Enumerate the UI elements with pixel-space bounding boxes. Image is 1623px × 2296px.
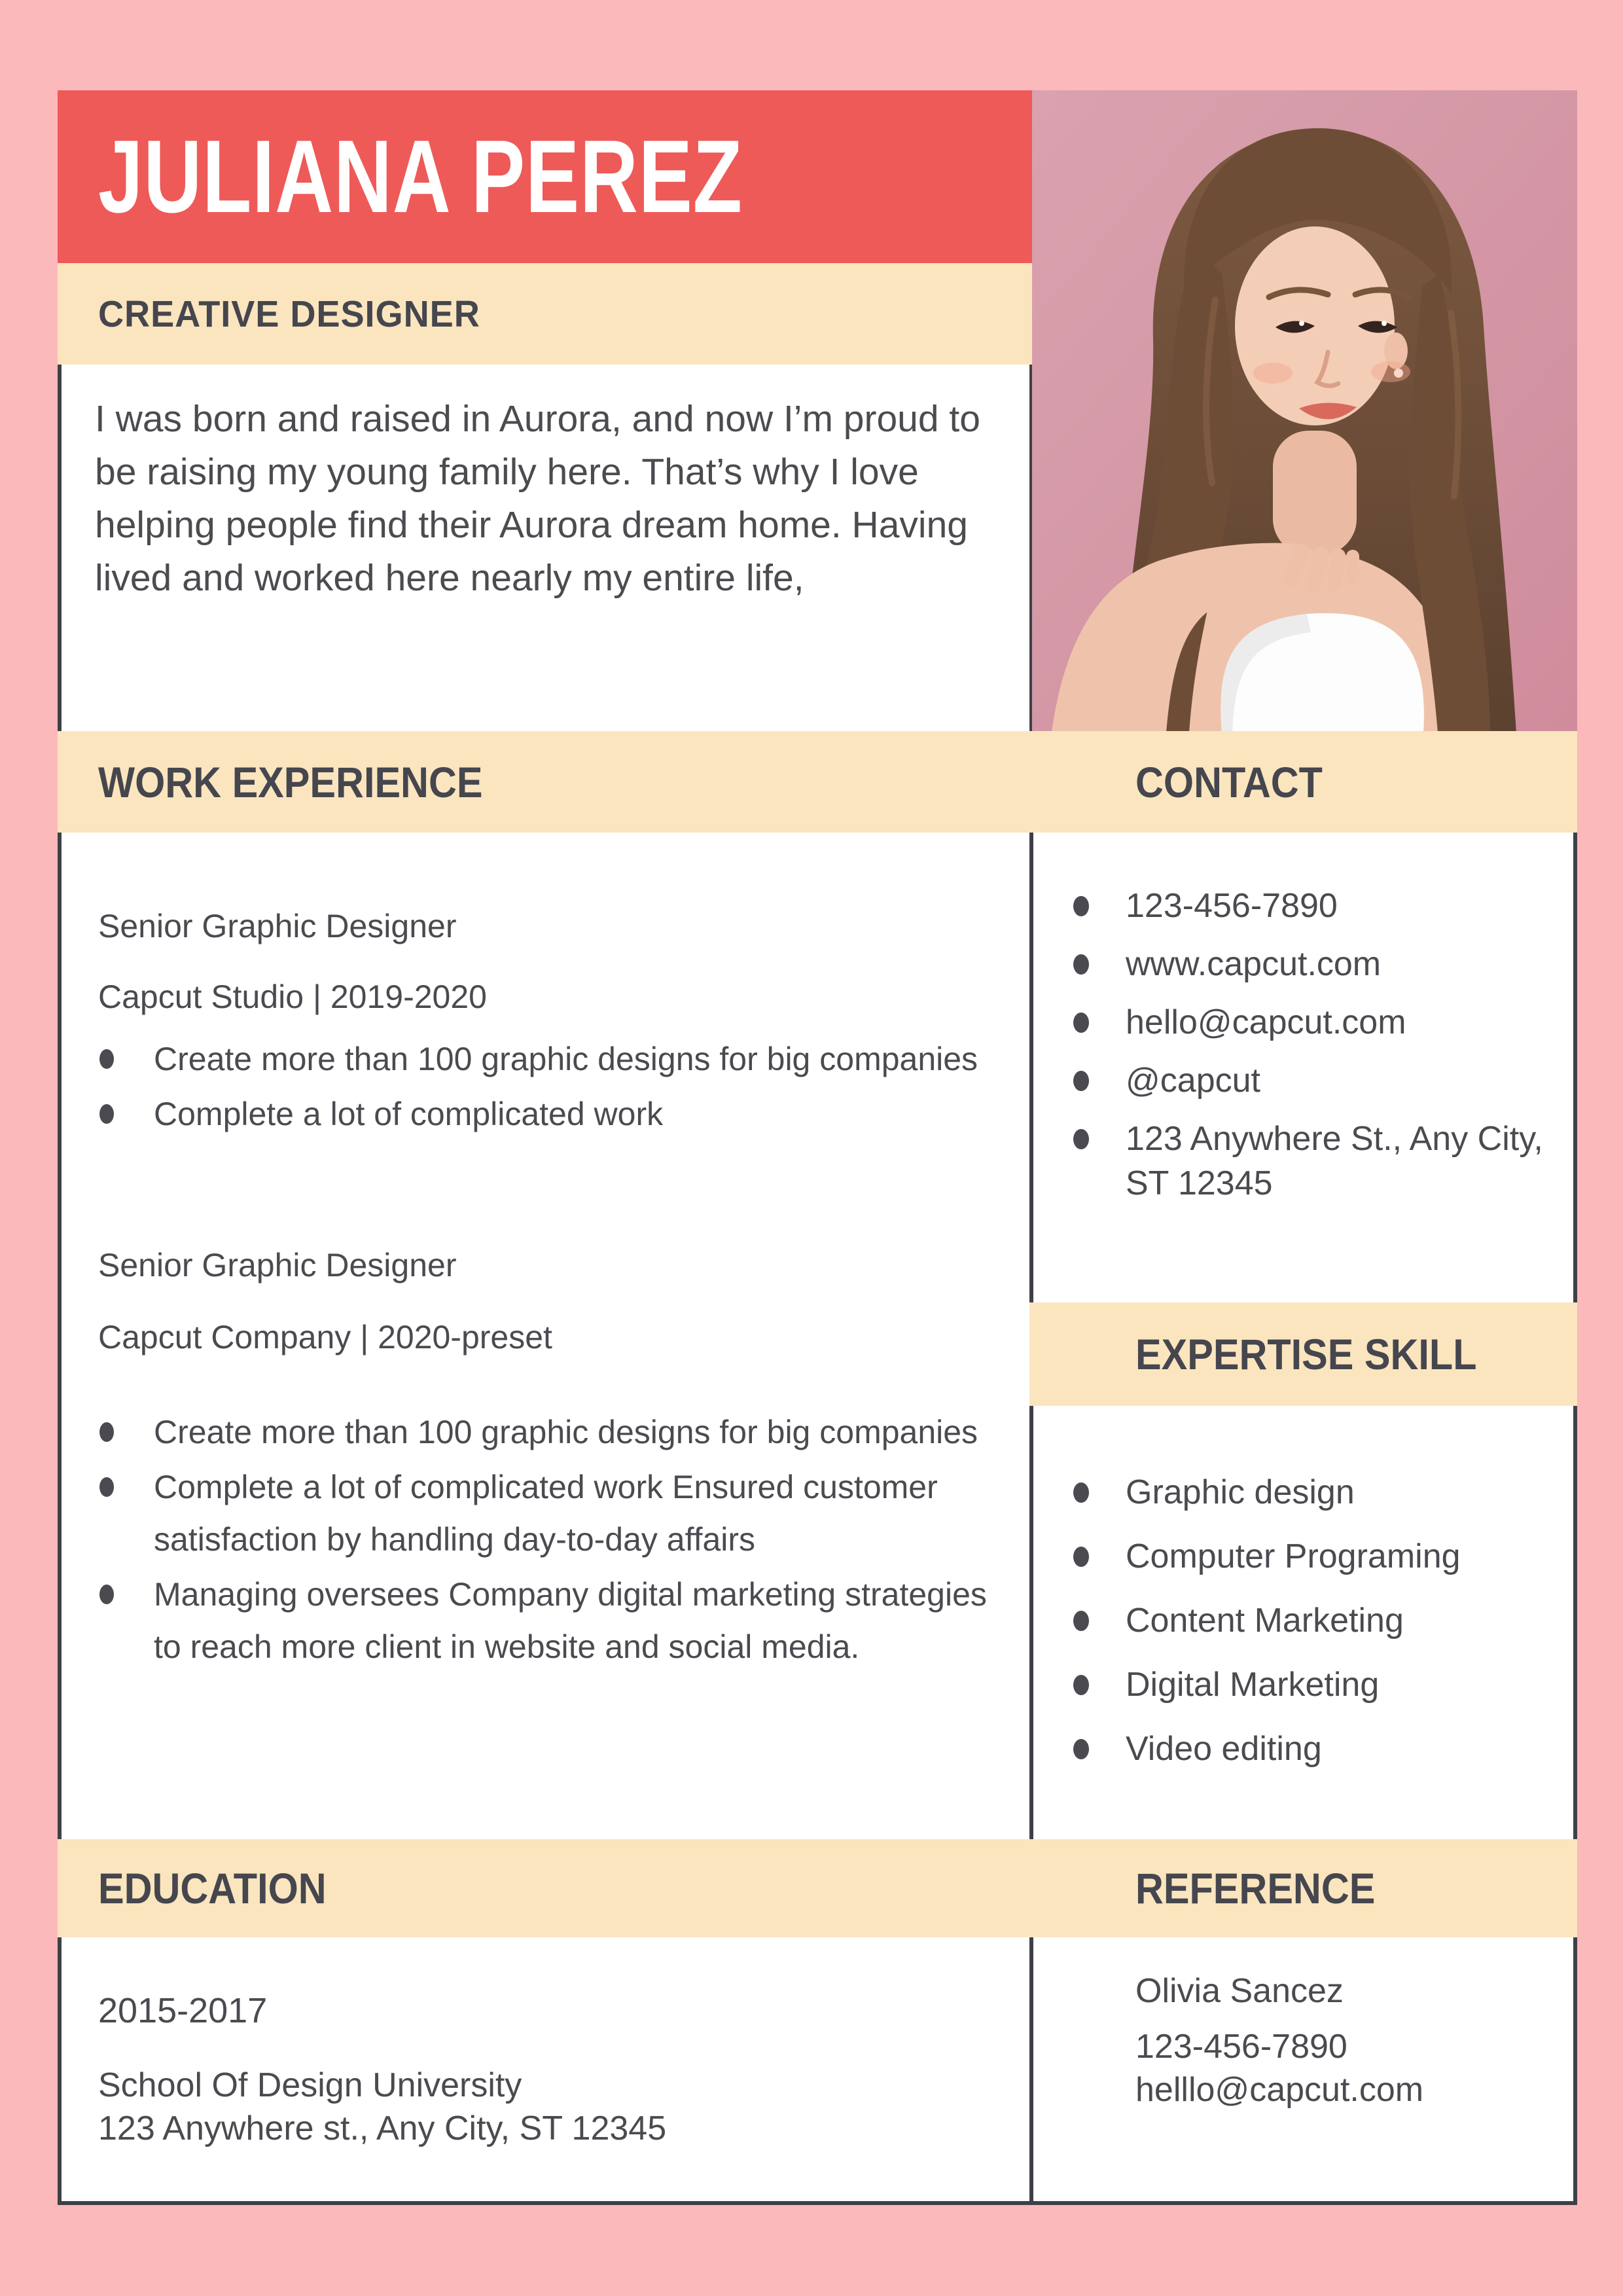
job2-title: Senior Graphic Designer	[98, 1247, 457, 1283]
role-band	[58, 263, 1032, 365]
contact-address: 123 Anywhere St., Any City, ST 12345	[1073, 1117, 1558, 1206]
skills-title-wrap	[1135, 1302, 1514, 1406]
work-experience-title-wrap	[98, 731, 526, 833]
section-band-skills	[1029, 1302, 1577, 1406]
skills-title: EXPERTISE SKILL	[1135, 1330, 1477, 1378]
contact-list	[1073, 884, 1558, 1219]
reference-title: REFERENCE	[1135, 1864, 1376, 1912]
skill-item: Content Marketing	[1073, 1598, 1558, 1643]
contact-website: www.capcut.com	[1073, 942, 1558, 986]
skill-item: Digital Marketing	[1073, 1662, 1558, 1707]
person-role: CREATIVE DESIGNER	[98, 293, 480, 335]
resume-sheet	[58, 90, 1577, 2204]
education-school: School Of Design University	[98, 2066, 522, 2104]
skill-item: Video editing	[1073, 1727, 1558, 1771]
job1-bullet: Create more than 100 graphic designs for big companies	[98, 1033, 995, 1085]
reference-email: helllo@capcut.com	[1135, 2071, 1424, 2109]
name-header-band	[58, 90, 1032, 263]
reference-name: Olivia Sancez	[1135, 1972, 1344, 2010]
section-band-work-contact	[58, 731, 1577, 833]
education-title-wrap	[98, 1839, 351, 1937]
work-experience-title: WORK EXPERIENCE	[98, 757, 483, 806]
education-school-block	[98, 2064, 949, 2150]
contact-title: CONTACT	[1135, 757, 1323, 806]
skills-list	[1073, 1470, 1558, 1791]
skill-item: Computer Programing	[1073, 1534, 1558, 1579]
education-address: 123 Anywhere st., Any City, ST 12345	[98, 2109, 667, 2147]
page-border-bottom	[58, 2201, 1577, 2205]
education-years: 2015-2017	[98, 1991, 268, 2030]
portrait-illustration	[1032, 90, 1577, 733]
job2-bullet-list	[98, 1406, 995, 1676]
section-band-education-reference	[58, 1839, 1577, 1937]
reference-phone: 123-456-7890	[1135, 2028, 1347, 2066]
contact-handle: @capcut	[1073, 1058, 1558, 1103]
reference-contact-block	[1135, 2025, 1423, 2111]
education-title: EDUCATION	[98, 1864, 327, 1912]
job1-company: Capcut Studio | 2019-2020	[98, 978, 487, 1015]
contact-title-wrap	[1135, 731, 1344, 833]
contact-email: hello@capcut.com	[1073, 1000, 1558, 1045]
job2-company: Capcut Company | 2020-preset	[98, 1319, 552, 1355]
job1-bullet: Complete a lot of complicated work	[98, 1088, 995, 1140]
person-name: JULIANA PEREZ	[98, 118, 743, 234]
about-paragraph: I was born and raised in Aurora, and now I’m proud to be raising my young family here. That’s why I love helping people find their Aurora dream home. Having lived and worked here nearly my entire life,	[95, 398, 980, 599]
portrait-photo	[1032, 90, 1577, 733]
job2-bullet: Complete a lot of complicated work Ensured customer satisfaction by handling day-to-day affairs	[98, 1461, 995, 1566]
job1-bullet-list	[98, 1033, 995, 1143]
job2-bullet: Create more than 100 graphic designs for big companies	[98, 1406, 995, 1458]
job2-bullet: Managing oversees Company digital marketing strategies to reach more client in website and social media.	[98, 1568, 995, 1673]
contact-phone: 123-456-7890	[1073, 884, 1558, 928]
page-border-right	[1573, 733, 1577, 2205]
reference-title-wrap	[1135, 1839, 1402, 1937]
job1-title: Senior Graphic Designer	[98, 908, 457, 944]
skill-item: Graphic design	[1073, 1470, 1558, 1515]
